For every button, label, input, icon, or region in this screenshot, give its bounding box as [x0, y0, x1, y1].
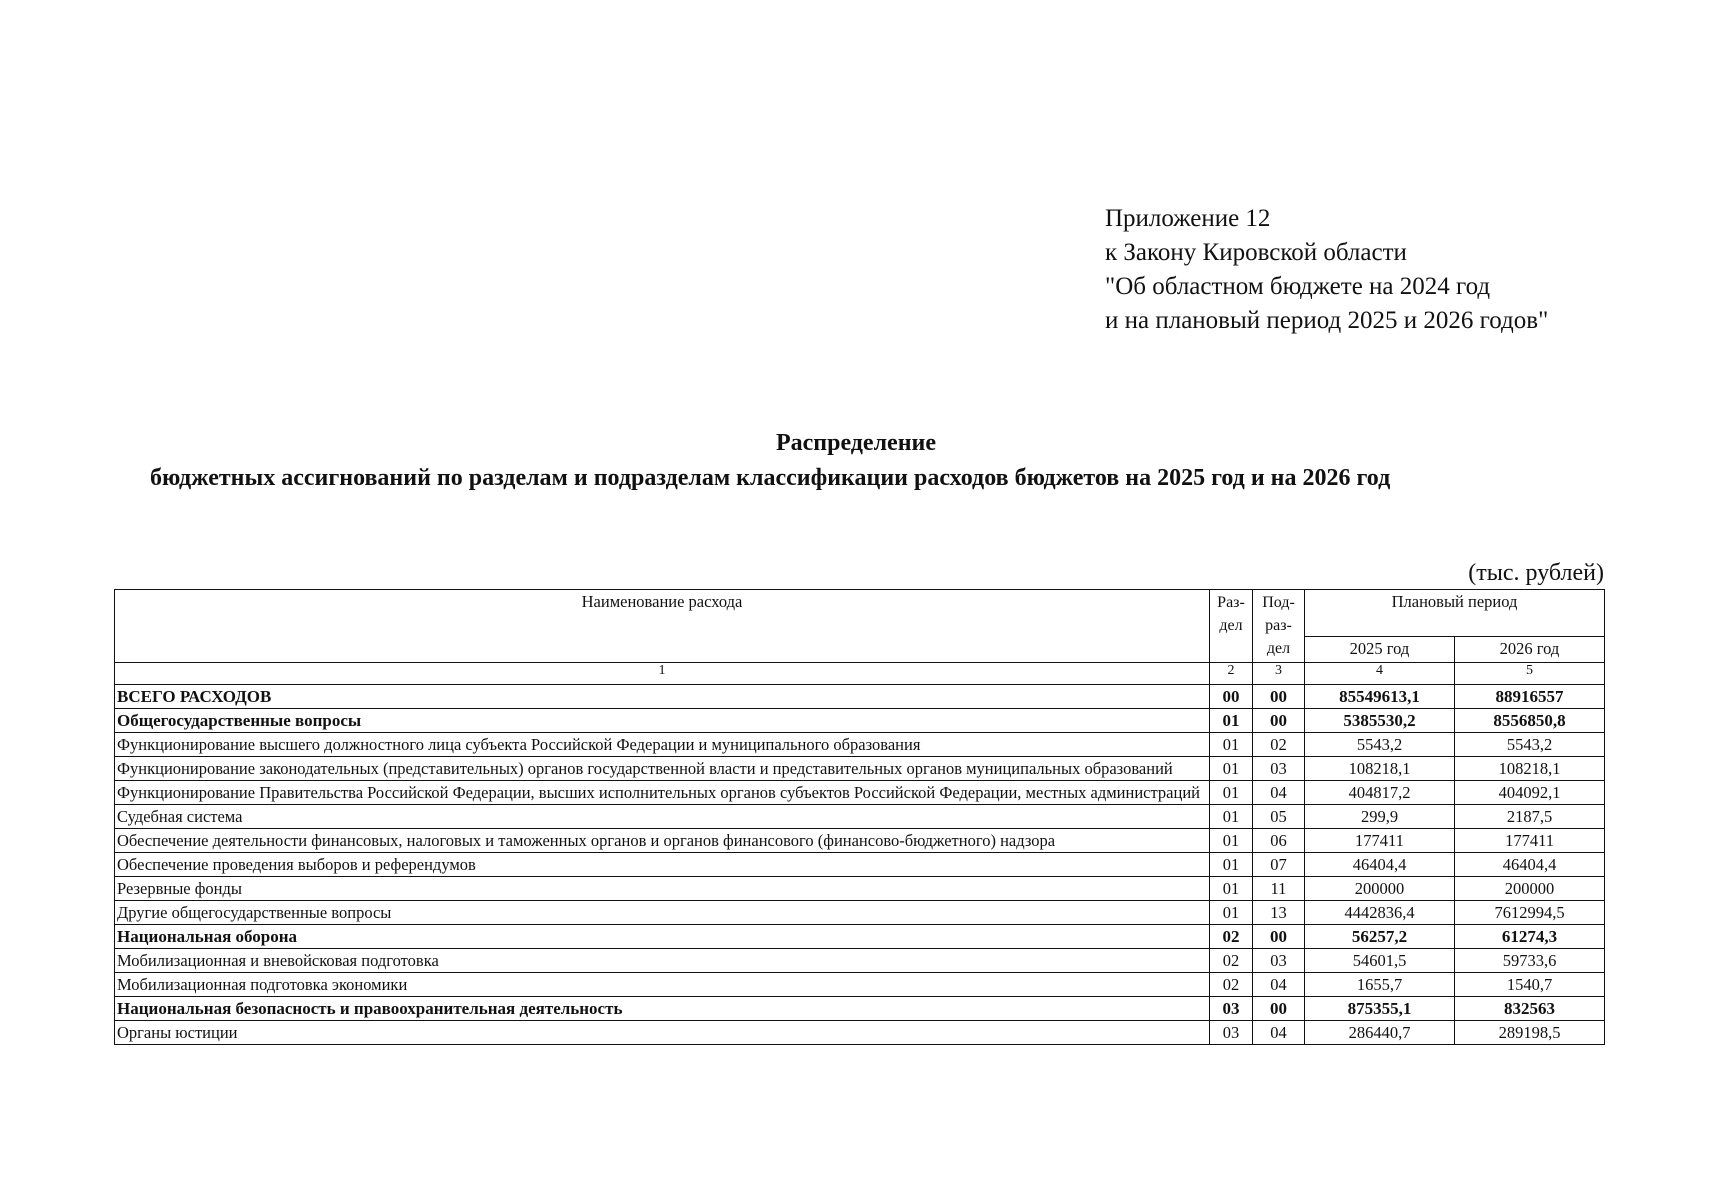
table-row [115, 781, 1605, 805]
document-subtitle: бюджетных ассигнований по разделам и подразделам классификации расходов бюджетов на 2025 год и на 2026 год [150, 465, 1391, 491]
subsection-code-cell: 04 [1253, 1021, 1305, 1045]
column-index-5: 5 [1455, 663, 1605, 685]
appendix-block [1105, 202, 1548, 338]
expense-name-cell: Национальная безопасность и правоохранительная деятельность [115, 997, 1210, 1021]
subsection-code-cell: 00 [1253, 925, 1305, 949]
column-index-1: 1 [115, 663, 1210, 685]
table-row [115, 685, 1605, 709]
table-row [115, 925, 1605, 949]
section-code-cell: 01 [1210, 733, 1253, 757]
units-label: (тыс. рублей) [1468, 560, 1604, 586]
amount-2026-cell: 200000 [1455, 877, 1605, 901]
expense-name-cell: Органы юстиции [115, 1021, 1210, 1045]
table-row [115, 805, 1605, 829]
amount-2025-cell: 56257,2 [1305, 925, 1455, 949]
amount-2026-cell: 88916557 [1455, 685, 1605, 709]
subsection-code-cell: 04 [1253, 781, 1305, 805]
subsection-code-cell: 00 [1253, 685, 1305, 709]
appendix-line-3: "Об областном бюджете на 2024 год [1105, 273, 1491, 300]
expense-name-cell: Общегосударственные вопросы [115, 709, 1210, 733]
column-index-row [115, 663, 1605, 685]
amount-2025-cell: 108218,1 [1305, 757, 1455, 781]
amount-2026-cell: 59733,6 [1455, 949, 1605, 973]
section-code-cell: 01 [1210, 877, 1253, 901]
column-index-2: 2 [1210, 663, 1253, 685]
section-code-cell: 02 [1210, 949, 1253, 973]
subsection-code-cell: 06 [1253, 829, 1305, 853]
table-row [115, 877, 1605, 901]
amount-2025-cell: 286440,7 [1305, 1021, 1455, 1045]
section-code-cell: 01 [1210, 757, 1253, 781]
subsection-code-cell: 03 [1253, 757, 1305, 781]
section-code-cell: 03 [1210, 1021, 1253, 1045]
appendix-line-4: и на плановый период 2025 и 2026 годов" [1105, 307, 1549, 334]
expense-name-cell: Другие общегосударственные вопросы [115, 901, 1210, 925]
amount-2026-cell: 404092,1 [1455, 781, 1605, 805]
subsection-code-cell: 00 [1253, 709, 1305, 733]
subsection-code-cell: 13 [1253, 901, 1305, 925]
amount-2025-cell: 54601,5 [1305, 949, 1455, 973]
amount-2025-cell: 5543,2 [1305, 733, 1455, 757]
column-index-4: 4 [1305, 663, 1455, 685]
amount-2026-cell: 8556850,8 [1455, 709, 1605, 733]
appendix-line-2: к Закону Кировской области [1105, 239, 1407, 266]
expense-name-cell: Мобилизационная подготовка экономики [115, 973, 1210, 997]
header-name: Наименование расхода [115, 590, 1210, 663]
amount-2026-cell: 5543,2 [1455, 733, 1605, 757]
amount-2026-cell: 1540,7 [1455, 973, 1605, 997]
expense-name-cell: Резервные фонды [115, 877, 1210, 901]
table-row [115, 853, 1605, 877]
section-code-cell: 01 [1210, 805, 1253, 829]
section-code-cell: 02 [1210, 925, 1253, 949]
table-row [115, 997, 1605, 1021]
table-row [115, 901, 1605, 925]
header-year-2025: 2025 год [1305, 637, 1455, 663]
amount-2026-cell: 61274,3 [1455, 925, 1605, 949]
amount-2026-cell: 177411 [1455, 829, 1605, 853]
amount-2025-cell: 299,9 [1305, 805, 1455, 829]
subsection-code-cell: 00 [1253, 997, 1305, 1021]
amount-2026-cell: 46404,4 [1455, 853, 1605, 877]
section-code-cell: 01 [1210, 901, 1253, 925]
column-index-3: 3 [1253, 663, 1305, 685]
amount-2025-cell: 46404,4 [1305, 853, 1455, 877]
header-planned-period: Плановый период [1305, 590, 1605, 637]
expense-name-cell: ВСЕГО РАСХОДОВ [115, 685, 1210, 709]
table-row [115, 733, 1605, 757]
amount-2025-cell: 1655,7 [1305, 973, 1455, 997]
table-row [115, 757, 1605, 781]
section-code-cell: 00 [1210, 685, 1253, 709]
amount-2025-cell: 177411 [1305, 829, 1455, 853]
subsection-code-cell: 05 [1253, 805, 1305, 829]
section-code-cell: 01 [1210, 829, 1253, 853]
table-row [115, 1021, 1605, 1045]
document-title: Распределение [775, 430, 937, 456]
subsection-code-cell: 04 [1253, 973, 1305, 997]
header-year-2026: 2026 год [1455, 637, 1605, 663]
header-subsection: Под- раз- дел [1253, 590, 1305, 663]
amount-2026-cell: 832563 [1455, 997, 1605, 1021]
amount-2026-cell: 2187,5 [1455, 805, 1605, 829]
table-row [115, 829, 1605, 853]
expense-name-cell: Национальная оборона [115, 925, 1210, 949]
expense-name-cell: Обеспечение проведения выборов и референдумов [115, 853, 1210, 877]
table-row [115, 949, 1605, 973]
appendix-line-1: Приложение 12 [1105, 205, 1271, 232]
budget-table [114, 589, 1605, 1045]
expense-name-cell: Мобилизационная и вневойсковая подготовка [115, 949, 1210, 973]
table-body [115, 663, 1605, 1045]
amount-2025-cell: 4442836,4 [1305, 901, 1455, 925]
section-code-cell: 01 [1210, 709, 1253, 733]
table-row [115, 709, 1605, 733]
section-code-cell: 01 [1210, 781, 1253, 805]
section-code-cell: 03 [1210, 997, 1253, 1021]
header-section: Раз- дел [1210, 590, 1253, 663]
subsection-code-cell: 07 [1253, 853, 1305, 877]
amount-2025-cell: 875355,1 [1305, 997, 1455, 1021]
subsection-code-cell: 03 [1253, 949, 1305, 973]
subsection-code-cell: 02 [1253, 733, 1305, 757]
section-code-cell: 01 [1210, 853, 1253, 877]
expense-name-cell: Функционирование законодательных (представительных) органов государственной власти и представительных органов муниципальных образований [115, 757, 1210, 781]
amount-2026-cell: 289198,5 [1455, 1021, 1605, 1045]
expense-name-cell: Обеспечение деятельности финансовых, налоговых и таможенных органов и органов финансового (финансово-бюджетного) надзора [115, 829, 1210, 853]
subsection-code-cell: 11 [1253, 877, 1305, 901]
expense-name-cell: Функционирование Правительства Российской Федерации, высших исполнительных органов субъектов Российской Федерации, местных администраций [115, 781, 1210, 805]
expense-name-cell: Судебная система [115, 805, 1210, 829]
table-row [115, 973, 1605, 997]
expense-name-cell: Функционирование высшего должностного лица субъекта Российской Федерации и муниципального образования [115, 733, 1210, 757]
section-code-cell: 02 [1210, 973, 1253, 997]
amount-2025-cell: 200000 [1305, 877, 1455, 901]
amount-2026-cell: 108218,1 [1455, 757, 1605, 781]
amount-2025-cell: 85549613,1 [1305, 685, 1455, 709]
amount-2025-cell: 5385530,2 [1305, 709, 1455, 733]
amount-2025-cell: 404817,2 [1305, 781, 1455, 805]
amount-2026-cell: 7612994,5 [1455, 901, 1605, 925]
table-header [115, 590, 1605, 663]
